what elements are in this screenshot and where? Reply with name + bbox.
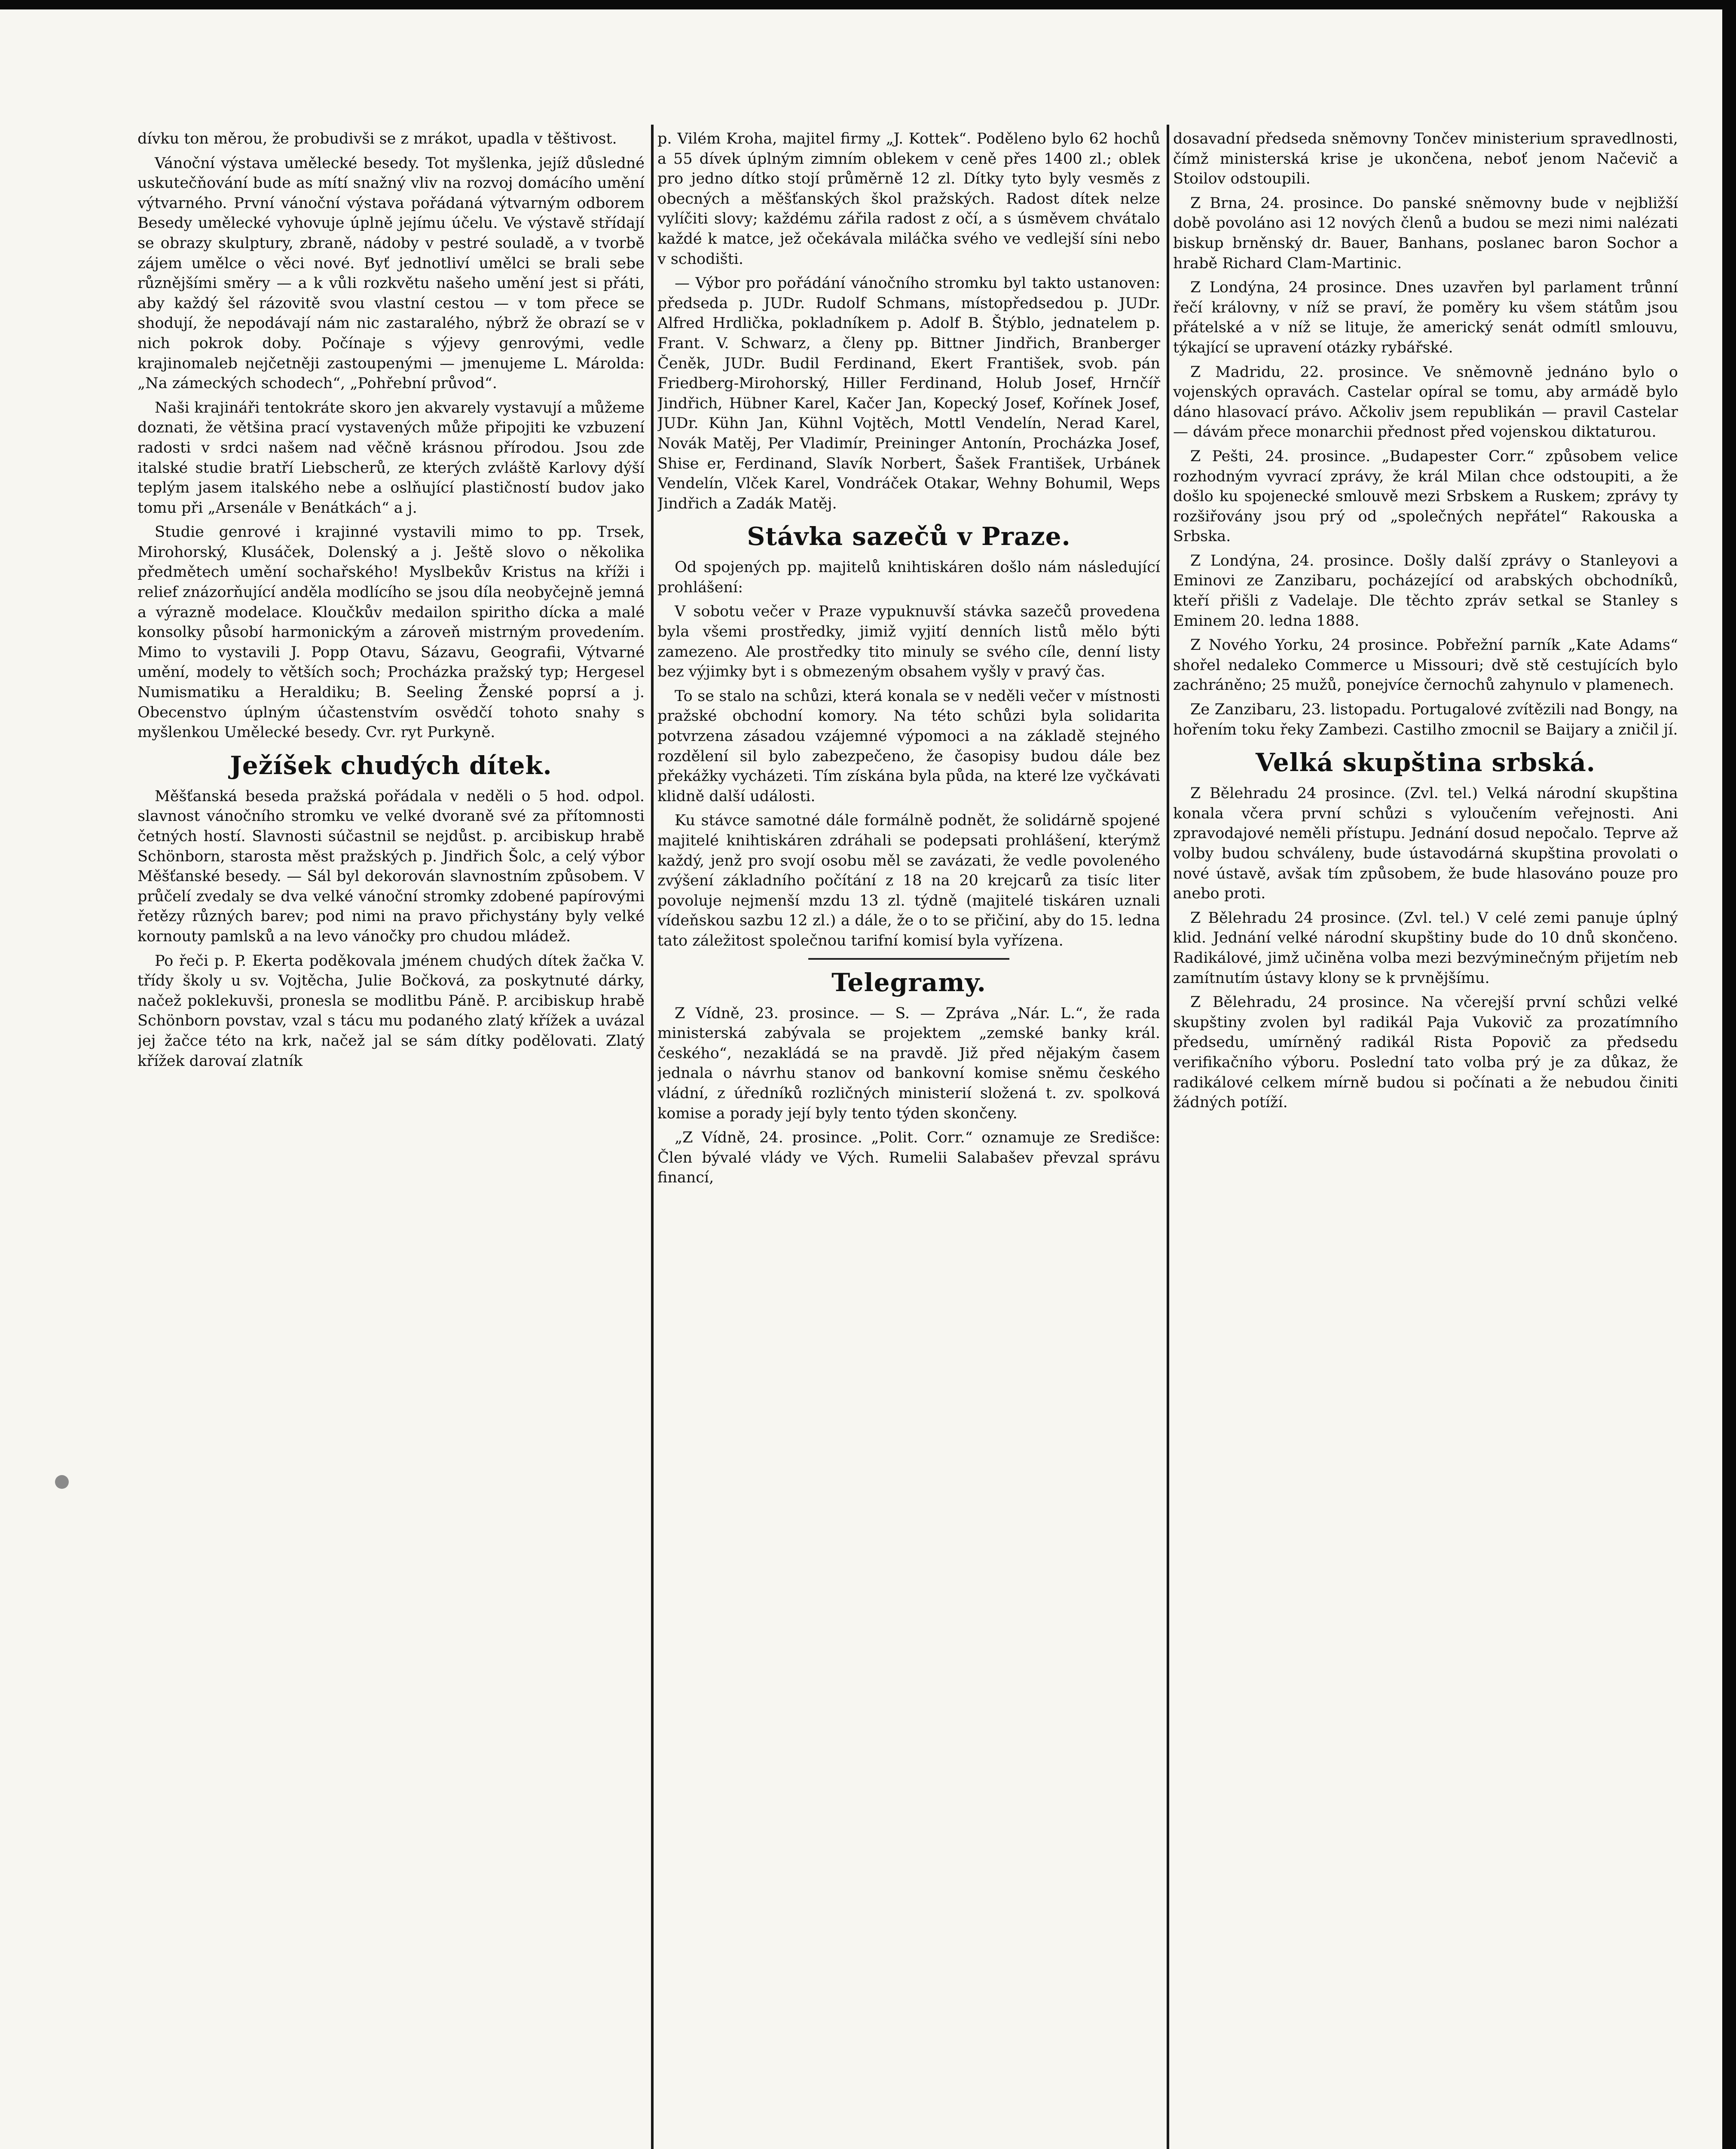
paragraph: Z Madridu, 22. prosince. Ve sněmovně jednáno bylo o vojenských opravách. Castelar opíral se tomu, aby armádě bylo dáno hlasovací právo. Ačkoliv jsem republikán — pravil Castelar — dávám přece monarchii přednost před vojenskou diktaturou. [1173, 363, 1678, 441]
section-heading: Ježíšek chudých dítek. [230, 750, 552, 780]
section-heading: Velká skupština srbská. [1256, 748, 1595, 778]
column-1 [138, 129, 645, 2149]
scan-border-top [0, 0, 1736, 9]
punch-hole [55, 1475, 69, 1489]
paragraph: Z Bělehradu 24 prosince. (Zvl. tel.) V celé zemi panuje úplný klid. Jednání velké národní skupštiny bude do 10 dnů skončeno. Radikálové, jimž učiněna volba mezi bezvýminečným přijetím neb zamítnutím ústavy klony se k prvnějšímu. [1173, 909, 1678, 987]
paragraph: Vánoční výstava umělecké besedy. Tot myšlenka, jejíž důsledné uskutečňování bude as mítí snažný vliv na rozvoj domácího umění výtvarného. První vánoční výstava pořádaná výtvarným odborem Besedy umělecké vyhovuje úplně jejímu účelu. Ve výstavě střídají se obrazy skulptury, zbraně, nádoby v pestré souladě, a v tvorbě zájem umělce o věci nové. Byť jednotliví umělci se brali sebe různějšími směry — a k vůli rozkvětu našeho umění jest si přáti, aby každý šel rázovitě svou vlastní cestou — v tom přece se shodují, že nepodávají nám nic zastaralého, nýbrž že obrazí se v nich pokrok doby. Počínaje s výjevy genrovými, vedle krajinomaleb nejčetněji zastoupenými — jmenujeme L. Márolda: „Na zámeckých schodech“, „Pohřební průvod“. [138, 154, 645, 392]
separator [808, 958, 1009, 960]
paragraph: Naši krajináři tentokráte skoro jen akvarely vystavují a můžeme doznati, že většina prací vystavených může připojiti ke vzbuzení radosti v srdci našem nad věčně krásnou přírodou. Jsou zde italské studie bratří Liebscherů, ze kterých zvláště Karlovy dýší teplým jasem italského nebe a oslňující plastičností budov jako tomu při „Arsenále v Benátkách“ a j. [138, 399, 645, 517]
section-heading: Stávka sazečů v Praze. [747, 522, 1071, 551]
scan-border-right [1722, 0, 1736, 2149]
paragraph: Měšťanská beseda pražská pořádala v neděli o 5 hod. odpol. slavnost vánočního stromku ve velké dvoraně své za přítomnosti četných hostí. Slavnosti súčastnil se nejdůst. p. arcibiskup hrabě Schönborn, starosta měst pražských p. Jindřich Šolc, a celý výbor Měšťanské besedy. — Sál byl dekorován slavnostním způsobem. V průčelí zvedaly se dva velké vánoční stromky zdobené papírovými řetězy různých barev; pod nimi na pravo přichystány byly velké kornouty pamlsků a na levo vánočky pro chudou mládež. [138, 787, 645, 945]
column-rule-1 [651, 125, 654, 2149]
paragraph: Z Bělehradu 24 prosince. (Zvl. tel.) Velká národní skupština konala včera první schůzi s vyloučením veřejnosti. Ani zpravodajové neměli přístupu. Jednání dosud nepočalo. Teprve až volby budou schváleny, bude ústavodárná skupština provolati o nové ústavě, avšak tím způsobem, že bude hlasováno pouze pro anebo proti. [1173, 785, 1678, 903]
paragraph: dosavadní předseda sněmovny Tončev ministerium spravedlnosti, čímž ministerská krise je ukončena, neboť jenom Načevič a Stoilov odstoupili. [1173, 130, 1678, 188]
paragraph: Ze Zanzibaru, 23. listopadu. Portugalové zvítězili nad Bongy, na hořením toku řeky Zambezi. Castilho zmocnil se Baijary a zničil jí. [1173, 701, 1678, 738]
telegrams-heading: Telegramy. [831, 967, 986, 997]
paragraph: Po řeči p. P. Ekerta poděkovala jménem chudých dítek žačka V. třídy školy u sv. Vojtěcha, Julie Bočková, za poskytnuté dárky, načež poklekuvši, pronesla se modlitbu Páně. P. arcibiskup hrabě Schönborn povstav, vzal s tácu mu podaného zlatý křížek a uvázal jej žačce této na krk, načež jal se sám dítky podělovati. Zlatý křížek darovaí zlatník [138, 952, 645, 1070]
paragraph: dívku ton měrou, že probudivši se z mrákot, upadla v těštivost. [138, 130, 617, 147]
paragraph: To se stalo na schůzi, která konala se v neděli večer v místnosti pražské obchodní komory. Na této schůzi byla solidarita potvrzena zásadou vzájemné výpomoci a na základě stejného rozdělení sil bylo zabezpečeno, že časopisy budou dále bez překážky vycházeti. Tím získána byla půda, na které lze vyčkávati klidně další události. [657, 687, 1160, 805]
paragraph: Z Londýna, 24 prosince. Dnes uzavřen byl parlament trůnní řečí královny, v níž se praví, že poměry ku všem státům jsou přátelské a v níž se lituje, že americký senát odmítl smlouvu, týkající se upravení otázky rybářské. [1173, 279, 1678, 356]
paragraph: Ku stávce samotné dále formálně podnět, že solidárně spojené majitelé knihtiskáren zdráhali se podepsati prohlášení, kterýmž každý, jenž pro svojí osobu měl se zavázati, že vedle povoleného zvýšení základního počítání z 18 na 20 krejcarů za tisíc liter povoluje nejmenší mzdu 13 zl. týdně (majitelé tiskáren uznali vídeňskou sazbu 12 zl.) a dále, že o to se přičiní, aby do 15. ledna tato záležitost společnou tarifní komisí byla vyřízena. [657, 812, 1160, 949]
paragraph: Z Brna, 24. prosince. Do panské sněmovny bude v nejbližší době povoláno asi 12 nových členů a budou se mezi nimi nalézati biskup brněnský dr. Bauer, Banhans, poslanec baron Sochor a hrabě Richard Clam-Martinic. [1173, 194, 1678, 272]
column-rule-2 [1167, 125, 1169, 2149]
paragraph: Studie genrové i krajinné vystavili mimo to pp. Trsek, Mirohorský, Klusáček, Dolenský a j. Ještě slovo o několika předmětech umění sochařského! Myslbekův Kristus na kříži i relief znázorňující anděla modlícího se jsou díla neobyčejně jemná a výrazně modelace. Kloučkův medailon spiritho dícka a malé konsolky působí harmonickým a zároveň mistrným provedením. Mimo to vystavili J. Popp Otavu, Sázavu, Geografii, Výtvarné umění, modely to větších soch; Procházka pražský typ; Hergesel Numismatiku a Heraldiku; B. Seeling Ženské poprsí a j. Obecenstvo úplným účastenstvím osvědčí tohoto snahy s myšlenkou Umělecké besedy. Cvr. ryt Purkyně. [138, 523, 645, 741]
paragraph: Z Londýna, 24. prosince. Došly další zprávy o Stanleyovi a Eminovi ze Zanzibaru, pocházející od arabských obchodníků, kteří přišli z Vadelaje. Dle těchto zpráv setkal se Stanley s Eminem 20. ledna 1888. [1173, 552, 1678, 630]
paragraph: Z Nového Yorku, 24 prosince. Pobřežní parník „Kate Adams“ shořel nedaleko Commerce u Missouri; dvě stě cestujících bylo zachráněno; 25 mužů, ponejvíce černochů zahynulo v plamenech. [1173, 637, 1678, 694]
paragraph: — Výbor pro pořádání vánočního stromku byl takto ustanoven: předseda p. JUDr. Rudolf Schmans, místopředsedou p. JUDr. Alfred Hrdlička, pokladníkem p. Adolf B. Štýblo, jednatelem p. Frant. V. Schwarz, a členy pp. Bittner Jindřich, Branberger Čeněk, JUDr. Budil Ferdinand, Ekert František, svob. pán Friedberg-Mirohorský, Hiller Ferdinand, Holub Josef, Hrnčíř Jindřich, Hübner Karel, Kačer Jan, Kopecký Josef, Kořínek Josef, JUDr. Kühn Jan, Kühnl Vojtěch, Mottl Vendelín, Nerad Karel, Novák Matěj, Per Vladimír, Preininger Antonín, Procházka Josef, Shise er, Ferdinand, Slavík Norbert, Šašek František, Urbánek Vendelín, Vlček Karel, Vondráček Otakar, Wehny Bohumil, Weps Jindřich a Zadák Matěj. [657, 275, 1160, 512]
paragraph: Z Pešti, 24. prosince. „Budapester Corr.“ způsobem velice rozhodným vyvrací zprávy, že král Milan chce odstoupiti, a že došlo ku spojenecké smlouvě mezi Srbskem a Ruskem; zprávy ty rozšiřovány jsou prý od „společných nepřátel“ Rakouska a Srbska. [1173, 447, 1678, 545]
paragraph: p. Vilém Kroha, majitel firmy „J. Kottek“. Poděleno bylo 62 hochů a 55 dívek úplným zimním oblekem v ceně přes 1400 zl.; oblek pro jedno dítko stojí průměrně 12 zl. Dítky tyto byly vesměs z obecných a měšťanských škol pražských. Radost dítek nelze vylíčiti slovy; každému zářila radost z očí, a s úsměvem chvátalo každé k matce, jež očekávala miláčka svého ve vedlejší síni nebo v schodišti. [657, 130, 1160, 268]
paragraph: V sobotu večer v Praze vypuknuvší stávka sazečů provedena byla všemi prostředky, jimiž vyjití denních listů mělo býti zamezeno. Ale prostředky tito minuly se svého cíle, denní listy bez výjimky byt i s obmezeným obsahem vyšly v pravý čas. [657, 603, 1160, 681]
column-2 [657, 129, 1160, 2149]
paragraph: Z Bělehradu, 24 prosince. Na včerejší první schůzi velké skupštiny zvolen byl radikál Paja Vukovič za prozatímního předsedu, umírněný radikál Rista Popovič za předsedu verifikačního výboru. Poslední tato volba prý je za důkaz, že radikálové celkem mírně budou si počínati a že nebudou činiti žádných potíží. [1173, 994, 1678, 1111]
paragraph: Od spojených pp. majitelů knihtiskáren došlo nám následující prohlášení: [657, 559, 1160, 596]
paragraph: Z Vídně, 23. prosince. — S. — Zpráva „Nár. L.“, že rada ministerská zabývala se projektem „zemské banky král. českého“, nezakládá se na pravdě. Již před nějakým časem jednala o návrhu stanov od bankovní komise sněmu českého vládní, z úředníků rozličných ministerií složená t. zv. spolková komise a porady její byly tento týden skončeny. [657, 1004, 1160, 1122]
paragraph: „Z Vídně, 24. prosince. „Polit. Corr.“ oznamuje ze Središce: Člen bývalé vlády ve Vých. Rumelii Salabašev převzal správu financí, [657, 1129, 1160, 1187]
column-3 [1173, 129, 1678, 2149]
